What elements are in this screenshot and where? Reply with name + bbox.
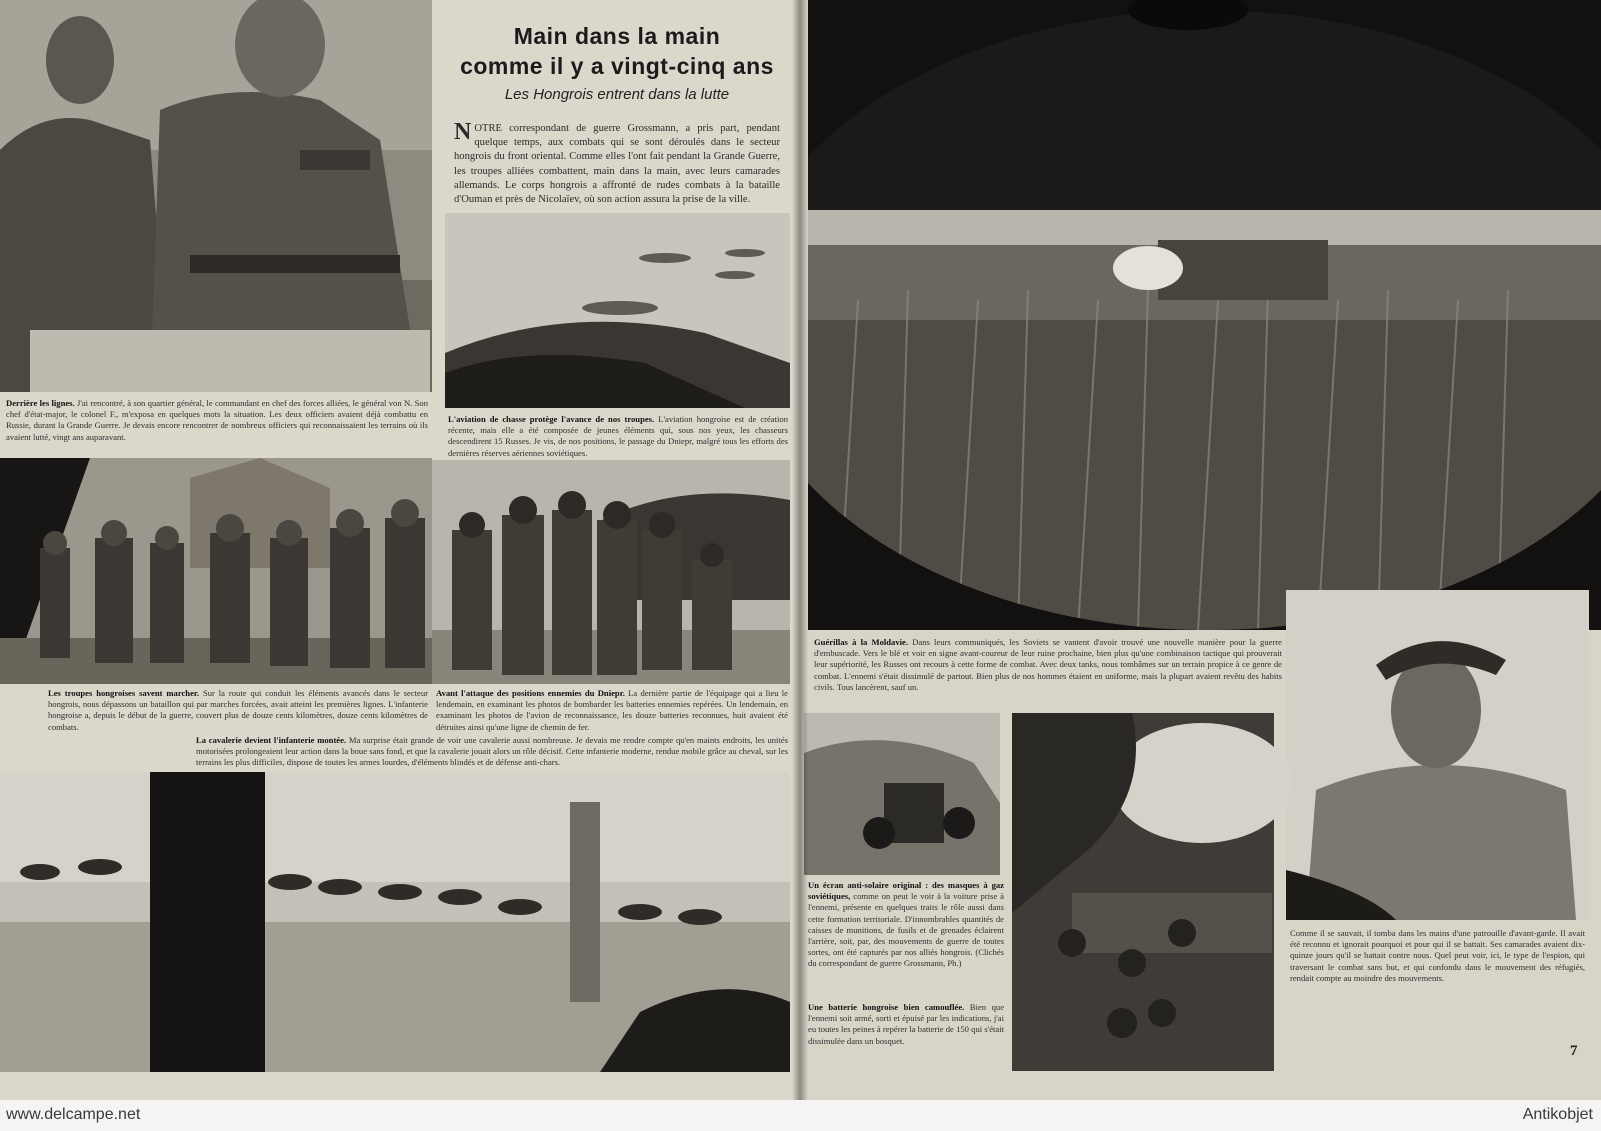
planes-caption [448, 414, 788, 458]
battery-caption-head: Une batterie hongroise bien camouflée. [808, 1002, 965, 1012]
captured-boy-photo [1286, 590, 1589, 920]
cavalry-caption-text: Ma surprise était grande de voir une cavalerie aussi nombreuse. Je devais me rendre compte qu'en maints endroits, les unités motorisées prolongeaient leur action dans la boue sans fond, et que la cavalerie jouait alors un rôle décisif. Cette infanterie moderne, rendue mobile grâce au cheval, sur les terrains les plus difficiles, dispose de toutes les armes lourdes, d'éléments blindés et de défense anti-chars. [196, 735, 788, 768]
article-title-line2: comme il y a vingt-cinq ans [460, 53, 774, 79]
troops-marching-photo [0, 458, 432, 684]
drop-cap: N [454, 119, 472, 145]
article-title-line1: Main dans la main [513, 23, 721, 49]
officers-photo [0, 0, 432, 392]
aircrew-caption-text: La dernière partie de l'équipage qui a lieu le lendemain, en examinant les photos de bombarder les batteries ennemies repérées. Un lendemain, en examinant les photos de l'avion de reconnaissance, les douze batteries reconnues, huit avaient été détruites ainsi qu'une ligne de chemin de fer. [436, 688, 788, 732]
artillery-battery-photo [1012, 713, 1274, 1071]
cavalry-caption-head: La cavalerie devient l'infanterie montée. [196, 735, 347, 745]
troops-caption-head: Les troupes hongroises savent marcher. [48, 688, 200, 698]
tank-caption-head: Guérillas à la Moldavie. [814, 637, 908, 647]
right-page [800, 0, 1601, 1100]
battery-caption [808, 1002, 1004, 1068]
page-number: 7 [1570, 1043, 1578, 1059]
tank-caption [814, 637, 1282, 703]
gasmask-caption-text: comme on peut le voir à la voiture prise à l'ennemi, présente en quelques traits le rôle aussi dans cette formation territoriale. D'innombrables quantités de caisses de munitions, de fusils et de grenades éclairent l'arrière, soit, par, des mouvements de guerre de toutes sortes, ont été capturés par nos alliés hongrois. (Clichés du correspondant de guerre Grossmann, Ph.) [808, 891, 1004, 969]
gasmask-caption [808, 880, 1004, 980]
officers-caption-text: J'ai rencontré, à son quartier général, le commandant en chef des forces alliées, le général von N. Son chef d'état-major, le colonel F., m'exposa en quelques mots la situation. Les deux officiers avaient déjà combattu en Russie, durant la Grande Guerre. Je devais encore rencontrer de nombreux officiers qui reconnaissaient les terrains où ils avaient lutté, vingt ans auparavant. [6, 398, 428, 442]
boy-caption [1290, 928, 1585, 1006]
officers-caption-head: Derrière les lignes. [6, 398, 75, 408]
gasmask-car-photo [804, 713, 1000, 875]
intro-text: OTRE correspondant de guerre Grossmann, a pris part, pendant quelque temps, aux combats qui se sont déroulés dans le secteur hongrois du front oriental. Comme elles l'ont fait pendant la Grande Guerre, les troupes alliées combattent, main dans la main, avec leurs camarades allemands. Le corps hongrois a affronté de rudes combats à la bataille d'Ouman et près de Nicolaïev, où son action assura la prise de la ville. [454, 123, 780, 206]
watermark-left: www.delcampe.net [6, 1106, 141, 1123]
cavalry-photo [0, 772, 790, 1072]
aircrew-photo [432, 460, 790, 684]
watermark-bar [0, 1100, 1601, 1131]
planes-caption-head: L'aviation de chasse protège l'avance de nos troupes. [448, 414, 655, 424]
watermark-right: Antikobjet [1522, 1106, 1593, 1123]
aircrew-caption-head: Avant l'attaque des positions ennemies du Dniepr. [436, 688, 625, 698]
tank-caption-text: Dans leurs communiqués, les Soviets se vantent d'avoir trouvé une nouvelle manière pour la guerre d'embuscade. Vers le blé et voir en signe avant-coureur de leur ruine prochaine, bien plus qu'une combinaison tactique qui prouverait leur supériorité, les Russes ont recours à cette forme de combat. Avec deux tanks, nous tombâmes sur un terrain propice à ce genre de combat. L'ennemi s'était dissimulé de partout. Bien plus de nos hommes étaient en uniforme, mais la plupart avaient revêtu des habits civils. Tous lancèrent, sauf un. [814, 637, 1282, 692]
gasmask-caption-head: Un écran anti-solaire original : des masques à gaz soviétiques, [808, 880, 1004, 902]
officers-caption [6, 398, 428, 442]
planes-caption-text: L'aviation hongroise est de création récente, mais elle a été composée de jeunes éléments qui, sous nos yeux, les chasseurs descendirent 15 Russes. Je vis, de nos positions, le passage du Dniepr, malgré tous les efforts des dernières réserves aériennes soviétiques. [448, 414, 788, 458]
fighter-planes-photo [445, 213, 790, 408]
tank-in-field-photo [808, 0, 1601, 630]
troops-caption-text: Sur la route qui conduit les éléments avancés dans le secteur hongrois, nous dépassons un bataillon qui par marches forcées, avait atteint les premières lignes. L'infanterie hongroise a, depuis le début de la guerre, couvert plus de douze cents kilomètres, douze cents kilomètres de combats. [48, 688, 428, 732]
troops-caption [48, 688, 428, 732]
cavalry-caption [196, 735, 788, 769]
article-subtitle: Les Hongrois entrent dans la lutte [504, 86, 730, 103]
aircrew-caption [436, 688, 788, 732]
article-intro [454, 119, 780, 216]
boy-caption-text: Comme il se sauvait, il tomba dans les mains d'une patrouille d'avant-garde. Il avait été reconnu et ignorait pourquoi et pour qui il se battait. Ses camarades avaient dix-quinze jours qu'il se battait contre nous. Quel peut voir, ici, le type de l'espion, qui traversant le combat sans but, et qui confondu dans le mouvement des réfugiés, rendait compte au moindre des mouvements. [1290, 928, 1585, 983]
battery-caption-text: Bien que l'ennemi soit armé, sorti et épuisé par les indications, j'ai eu toutes les peines à repérer la batterie de 150 qui s'était dissimulée dans un bosquet. [808, 1002, 1005, 1046]
left-page [0, 0, 800, 1100]
binding-gutter [792, 0, 808, 1100]
